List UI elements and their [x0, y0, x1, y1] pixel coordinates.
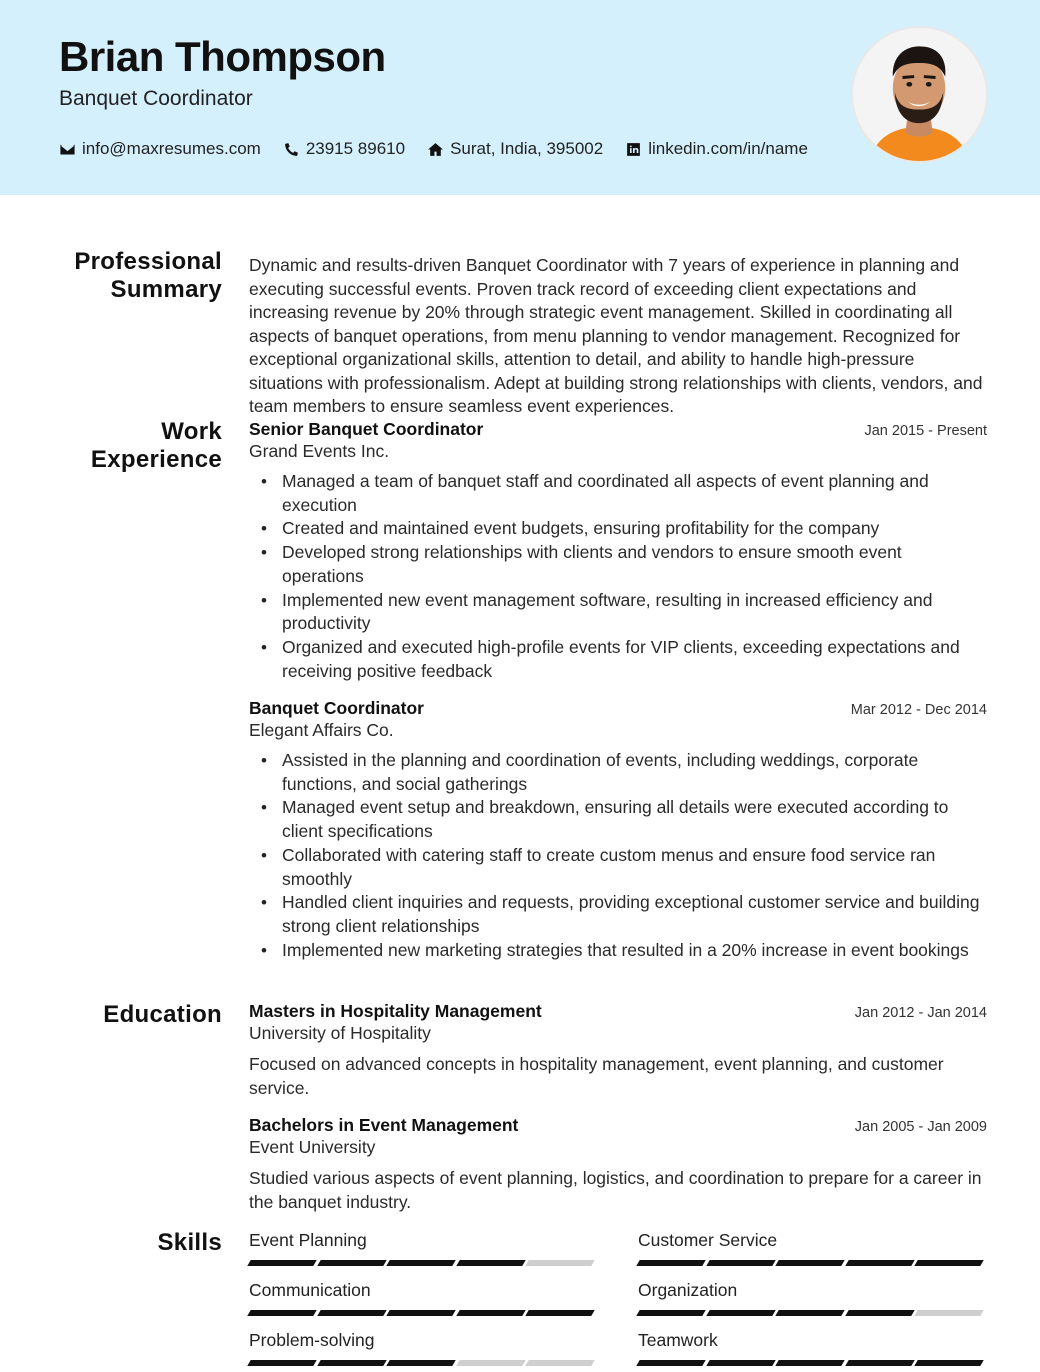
experience-heading-line1: Work [161, 418, 222, 445]
skill-segment-filled [706, 1310, 775, 1316]
job-date: Mar 2012 - Dec 2014 [850, 702, 987, 718]
skill-level-bar [638, 1260, 986, 1266]
phone-text: 23915 89610 [305, 139, 406, 158]
skill-item [638, 1229, 986, 1279]
phone-icon [283, 141, 300, 158]
degree-title: Masters in Hospitality Management [249, 1001, 542, 1021]
contact-phone[interactable] [283, 139, 405, 159]
skill-item [638, 1329, 986, 1372]
skill-segment-filled [915, 1260, 984, 1266]
summary-heading [74, 248, 222, 304]
job-title: Banquet Coordinator [249, 698, 424, 718]
contact-email[interactable] [59, 139, 261, 159]
skills-grid [249, 1229, 987, 1372]
candidate-name: Brian Thompson [59, 33, 386, 80]
skill-segment-filled [845, 1260, 914, 1266]
job-bullet: • Implemented new marketing strategies that resulted in a 20% increase in event bookings [249, 939, 987, 963]
job-bullet: • Managed event setup and breakdown, ensuring all details were executed according to client specifications [249, 796, 987, 843]
skill-segment-filled [317, 1260, 386, 1266]
education-header [249, 1001, 987, 1022]
skill-segment-filled [317, 1360, 386, 1366]
job-bullets [249, 470, 987, 683]
job-entry [249, 698, 987, 962]
education-entry [249, 1001, 987, 1100]
summary-heading-line2: Summary [110, 276, 222, 303]
skill-segment-empty [526, 1360, 595, 1366]
contact-bar [59, 139, 830, 159]
education-entry [249, 1115, 987, 1214]
job-bullet: • Created and maintained event budgets, ensuring profitability for the company [249, 517, 987, 541]
job-bullet: • Collaborated with catering staff to create custom menus and ensure food service ran smoothly [249, 844, 987, 891]
envelope-icon [59, 141, 76, 158]
skill-name: Event Planning [249, 1230, 367, 1250]
summary-heading-line1: Professional [74, 248, 222, 275]
skill-segment-filled [456, 1260, 525, 1266]
job-bullet: • Implemented new event management software, resulting in increased efficiency and productivity [249, 589, 987, 636]
school-name: Event University [249, 1137, 376, 1157]
skill-item [638, 1279, 986, 1329]
avatar-illustration [853, 28, 986, 161]
experience-heading [91, 418, 222, 474]
skill-segment-filled [247, 1310, 316, 1316]
skill-level-bar [249, 1310, 597, 1316]
job-bullet: • Organized and executed high-profile events for VIP clients, exceeding expectations and receiving positive feedback [249, 636, 987, 683]
job-date: Jan 2015 - Present [864, 423, 987, 439]
skill-name: Organization [638, 1280, 738, 1300]
skill-segment-filled [386, 1260, 455, 1266]
skill-name: Customer Service [638, 1230, 778, 1250]
skill-segment-empty [915, 1310, 984, 1316]
linkedin-text: linkedin.com/in/name [648, 139, 808, 158]
skill-segment-filled [636, 1360, 705, 1366]
skill-segment-filled [845, 1360, 914, 1366]
skill-segment-filled [247, 1360, 316, 1366]
skill-level-bar [249, 1260, 597, 1266]
school-name: University of Hospitality [249, 1023, 431, 1043]
summary-text: Dynamic and results-driven Banquet Coordinator with 7 years of experience in planning and executing successful events. Proven track record of exceeding client expectations and increasing revenue by 20% through strategic event management. Skilled in coordinating all aspects of banquet operations, from menu planning to vendor management. Recognized for exceptional organizational skills, attention to detail, and ability to handle high-pressure situations with professionalism. Adept at building strong relationships with clients, vendors, and team members to ensure seamless event experiences. [249, 255, 983, 416]
candidate-title: Banquet Coordinator [59, 87, 253, 110]
skill-segment-filled [775, 1360, 844, 1366]
skill-segment-filled [636, 1310, 705, 1316]
address-text: Surat, India, 395002 [450, 139, 604, 158]
skill-segment-filled [636, 1260, 705, 1266]
skill-segment-filled [845, 1310, 914, 1316]
skill-segment-filled [456, 1310, 525, 1316]
skill-segment-filled [247, 1260, 316, 1266]
skill-item [249, 1229, 597, 1279]
job-header [249, 698, 987, 719]
education-date: Jan 2005 - Jan 2009 [854, 1119, 987, 1135]
job-bullets [249, 749, 987, 962]
contact-address [427, 139, 603, 159]
job-company: Grand Events Inc. [249, 441, 390, 461]
skill-segment-empty [526, 1260, 595, 1266]
skill-segment-filled [317, 1310, 386, 1316]
experience-heading-line2: Experience [90, 446, 222, 473]
skills-heading: Skills [157, 1229, 222, 1256]
education-header [249, 1115, 987, 1136]
job-bullet: • Assisted in the planning and coordination of events, including weddings, corporate functions, and social gatherings [249, 749, 987, 796]
linkedin-icon [625, 141, 642, 158]
degree-title: Bachelors in Event Management [249, 1115, 519, 1135]
skill-segment-filled [386, 1360, 455, 1366]
job-title: Senior Banquet Coordinator [249, 419, 484, 439]
skill-segment-filled [526, 1310, 595, 1316]
job-bullet: • Developed strong relationships with clients and vendors to ensure smooth event operations [249, 541, 987, 588]
skill-name: Teamwork [638, 1330, 718, 1350]
skill-item [249, 1329, 597, 1372]
skill-name: Communication [249, 1280, 371, 1300]
education-date: Jan 2012 - Jan 2014 [854, 1005, 987, 1021]
email-text: info@maxresumes.com [82, 139, 261, 158]
education-description: Focused on advanced concepts in hospitality management, event planning, and customer service. [249, 1054, 944, 1098]
skill-segment-filled [915, 1360, 984, 1366]
profile-photo [851, 26, 988, 163]
skill-segment-filled [706, 1260, 775, 1266]
job-entry [249, 419, 987, 683]
skill-segment-filled [706, 1360, 775, 1366]
resume-header [0, 0, 1040, 195]
skill-item [249, 1279, 597, 1329]
skill-segment-filled [775, 1260, 844, 1266]
job-bullet: • Managed a team of banquet staff and coordinated all aspects of event planning and execution [249, 470, 987, 517]
skill-level-bar [249, 1360, 597, 1366]
home-icon [427, 141, 444, 158]
education-heading: Education [103, 1001, 222, 1028]
education-description: Studied various aspects of event planning, logistics, and coordination to prepare for a career in the banquet industry. [249, 1168, 982, 1212]
job-header [249, 419, 987, 440]
skill-segment-filled [775, 1310, 844, 1316]
skill-segment-empty [456, 1360, 525, 1366]
contact-linkedin[interactable] [625, 139, 808, 159]
skill-level-bar [638, 1310, 986, 1316]
job-company: Elegant Affairs Co. [249, 720, 394, 740]
skill-level-bar [638, 1360, 986, 1366]
job-bullet: • Handled client inquiries and requests, providing exceptional customer service and building strong client relationships [249, 891, 987, 938]
skill-segment-filled [386, 1310, 455, 1316]
skill-name: Problem-solving [249, 1330, 375, 1350]
